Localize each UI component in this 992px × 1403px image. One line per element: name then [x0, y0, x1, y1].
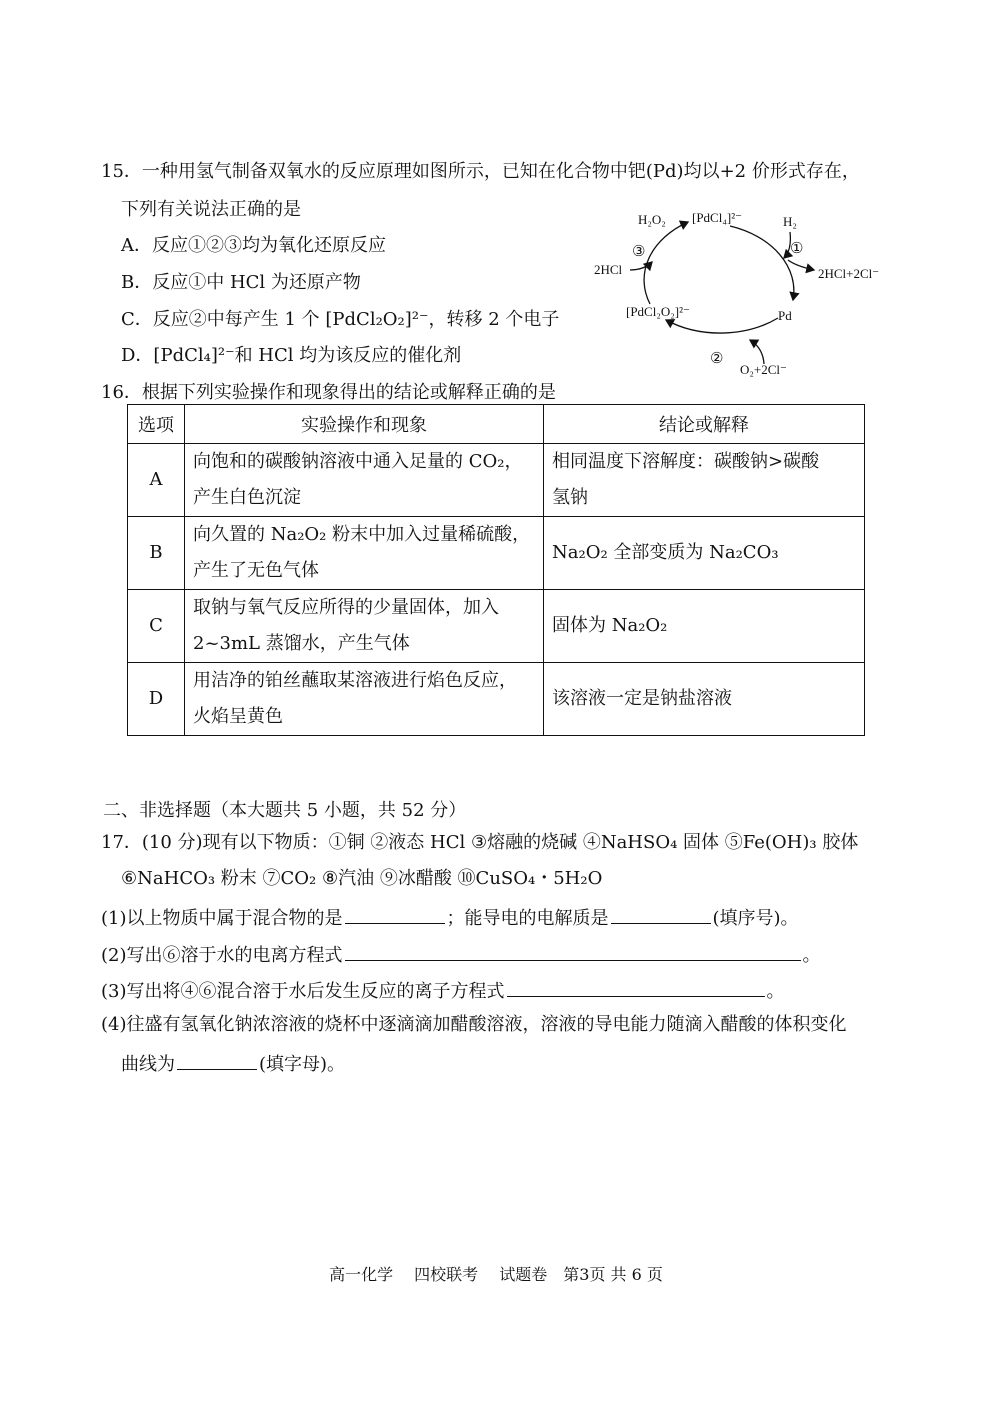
- q15-stem-line2: 下列有关说法正确的是: [121, 199, 301, 220]
- row-operation: 向饱和的碳酸钠溶液中通入足量的 CO₂， 产生白色沉淀: [185, 444, 544, 517]
- q17-part4-line1: (4)往盛有氢氧化钠浓溶液的烧杯中逐滴滴加醋酸溶液，溶液的导电能力随滴入醋酸的体积变化: [101, 1014, 847, 1035]
- row-conclusion: Na₂O₂ 全部变质为 Na₂CO₃: [544, 517, 865, 590]
- q15-stem-line1: 15．一种用氢气制备双氧水的反应原理如图所示，已知在化合物中钯(Pd)均以+2 价形式存在，: [101, 161, 860, 182]
- row-operation: 用洁净的铂丝蘸取某溶液进行焰色反应， 火焰呈黄色: [185, 663, 544, 736]
- experiment-table: [127, 404, 865, 736]
- answer-blank-ionization-equation[interactable]: [345, 940, 801, 961]
- q17-part4-line2: 曲线为 (填字母)。: [121, 1049, 345, 1077]
- label-o2-in: O₂+2Cl⁻: [740, 362, 787, 377]
- q17-part1: (1)以上物质中属于混合物的是 ；能导电的电解质是 (填序号)。: [101, 903, 799, 931]
- label-step3: ③: [632, 244, 646, 260]
- q16-stem: 16．根据下列实验操作和现象得出的结论或解释正确的是: [101, 382, 556, 403]
- row-option: D: [128, 663, 185, 736]
- label-pd: Pd: [778, 308, 792, 323]
- q17-line1: 17．(10 分)现有以下物质：①铜 ②液态 HCl ③熔融的烧碱 ④NaHSO₄ 固体 ⑤Fe(OH)₃ 胶体: [101, 832, 859, 853]
- answer-blank-mixtures[interactable]: [345, 903, 445, 924]
- answer-blank-conductive-electrolytes[interactable]: [611, 903, 711, 924]
- table-row: [128, 517, 865, 590]
- cycle-arc-top: [730, 226, 794, 300]
- label-step1: ①: [790, 241, 804, 257]
- label-hcl-in: 2HCl: [594, 262, 623, 277]
- header-option: 选项: [128, 405, 185, 444]
- row-option: A: [128, 444, 185, 517]
- row-conclusion: 固体为 Na₂O₂: [544, 590, 865, 663]
- label-h2: H₂: [783, 214, 797, 229]
- row-option: C: [128, 590, 185, 663]
- row-conclusion: 相同温度下溶解度：碳酸钠>碳酸 氢钠: [544, 444, 865, 517]
- label-step2: ②: [710, 351, 724, 367]
- cycle-arc-bottom: [666, 318, 778, 333]
- hcl-in-arrow: [630, 262, 652, 270]
- table-row: [128, 444, 865, 517]
- row-operation: 向久置的 Na₂O₂ 粉末中加入过量稀硫酸， 产生了无色气体: [185, 517, 544, 590]
- reaction-cycle-diagram: [588, 200, 898, 386]
- answer-blank-ionic-equation[interactable]: [507, 976, 765, 997]
- label-pdcl4: [PdCl₄]²⁻: [692, 210, 742, 225]
- o2-in-arrow: [750, 340, 764, 364]
- label-pdcl2o2: [PdCl₂O₂]²⁻: [626, 304, 690, 319]
- header-conclusion: 结论或解释: [544, 405, 865, 444]
- q17-line2: ⑥NaHCO₃ 粉末 ⑦CO₂ ⑧汽油 ⑨冰醋酸 ⑩CuSO₄・5H₂O: [121, 868, 603, 889]
- header-operation: 实验操作和现象: [185, 405, 544, 444]
- hcl-out-arrow: [788, 260, 814, 270]
- q15-option-c: C．反应②中每产生 1 个 [PdCl₂O₂]²⁻，转移 2 个电子: [121, 309, 560, 330]
- label-h2o2: H₂O₂: [638, 212, 666, 227]
- page-footer: 高一化学 四校联考 试题卷 第3页 共 6 页: [329, 1265, 663, 1284]
- q15-option-d: D．[PdCl₄]²⁻和 HCl 均为该反应的催化剂: [121, 345, 462, 366]
- q15-option-b: B．反应①中 HCl 为还原产物: [121, 272, 361, 293]
- row-option: B: [128, 517, 185, 590]
- row-conclusion: 该溶液一定是钠盐溶液: [544, 663, 865, 736]
- section2-heading: 二、非选择题（本大题共 5 小题，共 52 分）: [103, 800, 467, 821]
- table-header-row: [128, 405, 865, 444]
- row-operation: 取钠与氧气反应所得的少量固体，加入 2~3mL 蒸馏水，产生气体: [185, 590, 544, 663]
- answer-blank-curve-letter[interactable]: [177, 1049, 257, 1070]
- q15-option-a: A．反应①②③均为氧化还原反应: [121, 235, 386, 256]
- label-hcl-out: 2HCl+2Cl⁻: [818, 266, 880, 281]
- q17-part3: (3)写出将④⑥混合溶于水后发生反应的离子方程式 。: [101, 976, 785, 1004]
- q17-part2: (2)写出⑥溶于水的电离方程式 。: [101, 940, 821, 968]
- table-row: [128, 663, 865, 736]
- table-row: [128, 590, 865, 663]
